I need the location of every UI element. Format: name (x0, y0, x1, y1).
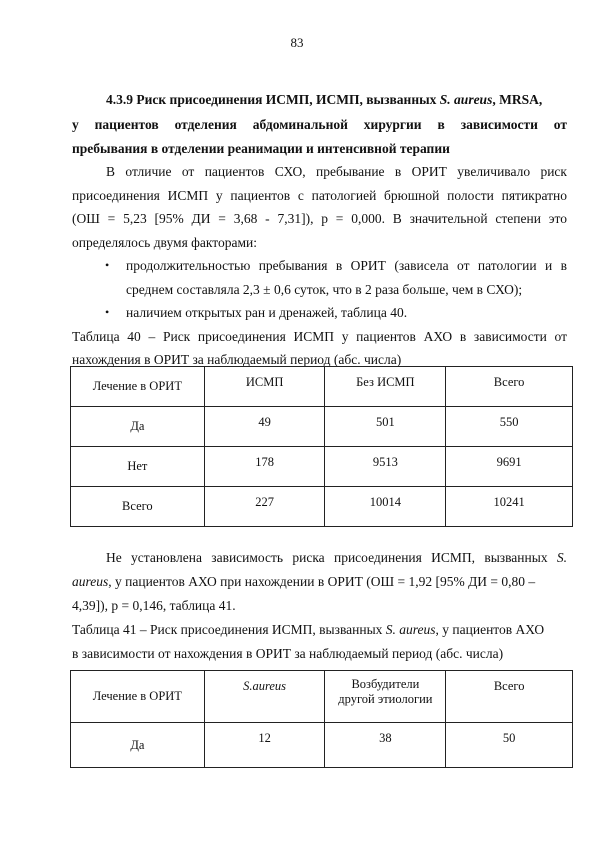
table-row (71, 487, 573, 527)
table-row (71, 723, 573, 768)
column-header: ИСМП (204, 367, 325, 407)
table-cell: 50 (446, 723, 573, 768)
column-header: S.aureus (204, 671, 325, 723)
heading-text-a: 4.3.9 Риск присоединения ИСМП, ИСМП, вызванных (106, 92, 440, 107)
table-cell: 227 (204, 487, 325, 527)
table40-caption-line1: Таблица 40 – Риск присоединения ИСМП у пациентов АХО в зависимости от (72, 329, 567, 344)
table-cell: 178 (204, 447, 325, 487)
paragraph1-line1: В отличие от пациентов СХО, пребывание в ОРИТ увеличивало риск (106, 164, 567, 179)
page-number: 83 (290, 35, 304, 50)
table-41 (70, 670, 573, 768)
bullet-icon: • (105, 305, 110, 319)
table-cell: 9513 (325, 447, 446, 487)
heading-species: S. aureus (439, 92, 493, 107)
table-cell: Нет (71, 447, 205, 487)
table-header-row (71, 671, 573, 723)
bullet-icon: • (105, 258, 110, 272)
paragraph2-line3: 4,39]), р = 0,146, таблица 41. (72, 598, 236, 613)
table-cell: 49 (204, 407, 325, 447)
paragraph2-text: , у пациентов АХО при нахождении в ОРИТ (ОШ = 1,92 [95% ДИ = 0,80 – (108, 574, 536, 589)
bullet1-line1: продолжительностью пребывания в ОРИТ (зависела от патологии и в (126, 258, 567, 273)
table-cell: 501 (325, 407, 446, 447)
column-header: Всего (446, 671, 573, 723)
paragraph2-line1 (106, 550, 567, 566)
column-header: Без ИСМП (325, 367, 446, 407)
paragraph1-line4: определялось двумя факторами: (72, 235, 258, 250)
section-heading-line3: пребывания в отделении реанимации и интенсивной терапии (72, 141, 450, 156)
paragraph2-line2 (72, 574, 535, 590)
table-header-row (71, 367, 573, 407)
table41-caption-line2: в зависимости от нахождения в ОРИТ за наблюдаемый период (абс. числа) (72, 646, 504, 661)
paragraph2-species: S. (556, 550, 567, 565)
paragraph1-line2: присоединения ИСМП у пациентов с патологией брюшной полости пятикратно (72, 188, 567, 203)
table-cell: 38 (325, 723, 446, 768)
header-line: другой этиологии (338, 692, 433, 706)
column-header: Лечение в ОРИТ (71, 671, 205, 723)
table-cell: Всего (71, 487, 205, 527)
table40-caption-line2: нахождения в ОРИТ за наблюдаемый период (абс. числа) (72, 352, 402, 367)
header-line: Возбудители (351, 677, 420, 691)
paragraph2-species: aureus (72, 574, 109, 589)
table-cell: Да (71, 723, 205, 768)
table-row (71, 407, 573, 447)
table-cell: 10014 (325, 487, 446, 527)
heading-text-c: , MRSA, (492, 92, 543, 107)
table41-caption-line1 (72, 622, 544, 638)
column-header: Всего (446, 367, 573, 407)
bullet2-line1: наличием открытых ран и дренажей, таблица 40. (126, 305, 408, 320)
section-heading-line1 (106, 92, 542, 108)
table-cell: 10241 (446, 487, 573, 527)
table-row (71, 447, 573, 487)
column-header (325, 671, 446, 723)
table-cell: 550 (446, 407, 573, 447)
paragraph1-line3: (ОШ = 5,23 [95% ДИ = 3,68 - 7,31]), р = 0,000. В значительной степени это (72, 211, 567, 226)
caption41-text-a: Таблица 41 – Риск присоединения ИСМП, вызванных (72, 622, 386, 637)
table-40 (70, 366, 573, 527)
caption41-species: S. aureus (385, 622, 436, 637)
column-header: Лечение в ОРИТ (71, 367, 205, 407)
table-cell: Да (71, 407, 205, 447)
caption41-text-c: , у пациентов АХО (435, 622, 545, 637)
table-cell: 12 (204, 723, 325, 768)
paragraph2-text: Не установлена зависимость риска присоединения ИСМП, вызванных (106, 550, 548, 565)
section-heading-line2: у пациентов отделения абдоминальной хирургии в зависимости от (72, 117, 567, 132)
bullet1-line2: среднем составляла 2,3 ± 0,6 суток, что в 2 раза больше, чем в СХО); (126, 282, 523, 297)
table-cell: 9691 (446, 447, 573, 487)
